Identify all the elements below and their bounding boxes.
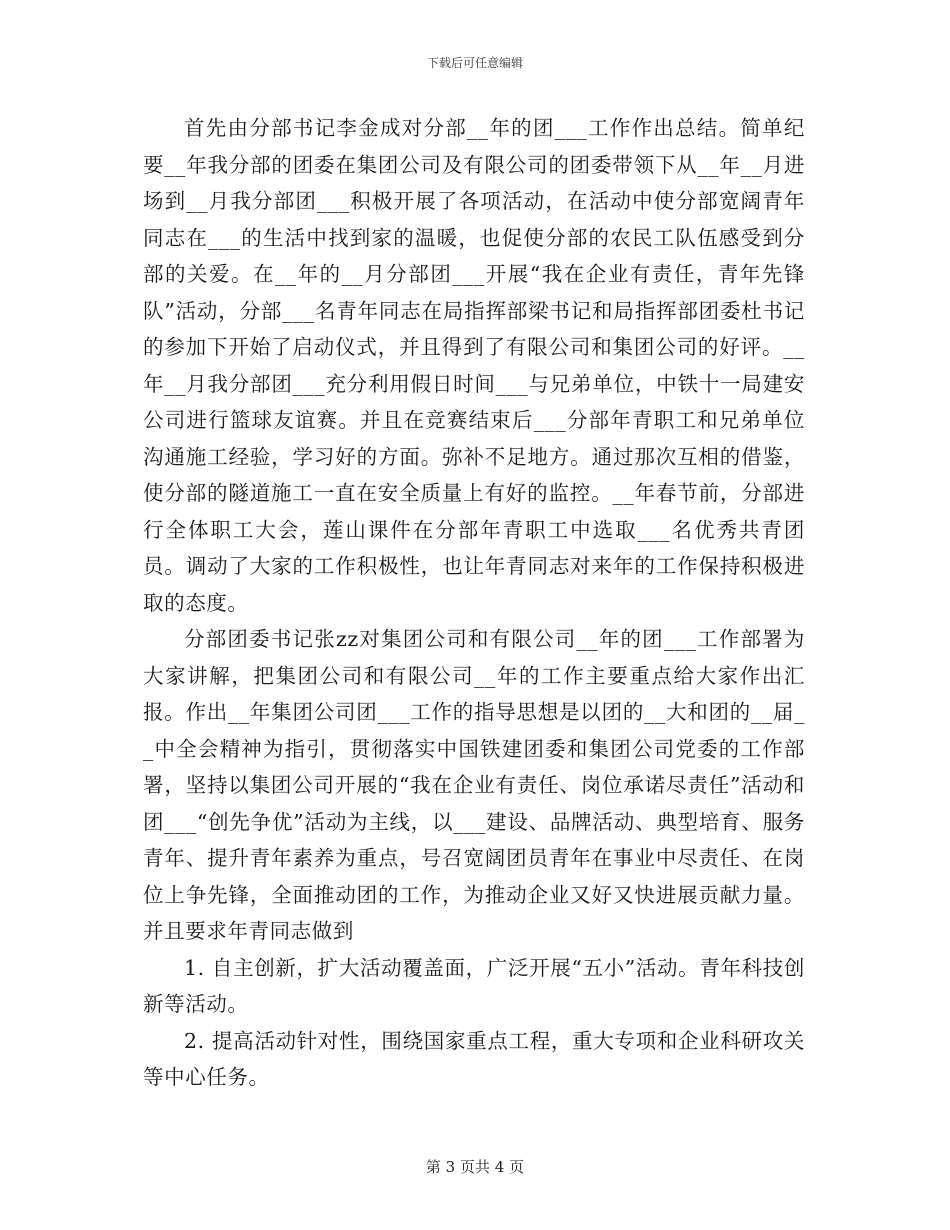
list-item-2: 2. 提高活动针对性，围绕国家重点工程，重大专项和企业科研攻关等中心任务。: [143, 1028, 805, 1089]
document-body: [143, 110, 805, 1096]
page-header: 下载后可任意编辑: [426, 56, 523, 70]
list-item-1: 1. 自主创新，扩大活动覆盖面，广泛开展“五小”活动。青年科技创新等活动。: [143, 955, 805, 1016]
paragraph-summary: 首先由分部书记李金成对分部__年的团___工作作出总结。简单纪要__年我分部的团委在集团公司及有限公司的团委带领下从__年__月进场到__月我分部团___积极开展了各项活动，在活动中使分部宽阔青年同志在___的生活中找到家的温暖，也促使分部的农民工队伍感受到分部的关爱。在__年的__月分部团___开展“我在企业有责任，青年先锋队”活动，分部___名青年同志在局指挥部梁书记和局指挥部团委杜书记的参加下开始了启动仪式，并且得到了有限公司和集团公司的好评。__年__月我分部团___充分利用假日时间___与兄弟单位，中铁十一局建安公司进行篮球友谊赛。并且在竞赛结束后___分部年青职工和兄弟单位沟通施工经验，学习好的方面。弥补不足地方。通过那次互相的借鉴，使分部的隧道施工一直在安全质量上有好的监控。__年春节前，分部进行全体职工大会，莲山课件在分部年青职工中选取___名优秀共青团员。调动了大家的工作积极性，也让年青同志对来年的工作保持积极进取的态度。: [143, 116, 805, 615]
paragraph-deployment: 分部团委书记张zz对集团公司和有限公司__年的团___工作部署为大家讲解，把集团公司和有限公司__年的工作主要重点给大家作出汇报。作出__年集团公司团___工作的指导思想是以团的__大和团的__届__中全会精神为指引，贯彻落实中国铁建团委和集团公司党委的工作部署，坚持以集团公司开展的“我在企业有责任、岗位承诺尽责任”活动和团___“创先争优”活动为主线，以___建设、品牌活动、典型培育、服务青年、提升青年素养为重点，号召宽阔团员青年在事业中尽责任、在岗位上争先锋，全面推动团的工作，为推动企业又好又快进展贡献力量。并且要求年青同志做到: [143, 627, 805, 943]
page-number: 第 3 页共 4 页: [425, 1158, 525, 1176]
